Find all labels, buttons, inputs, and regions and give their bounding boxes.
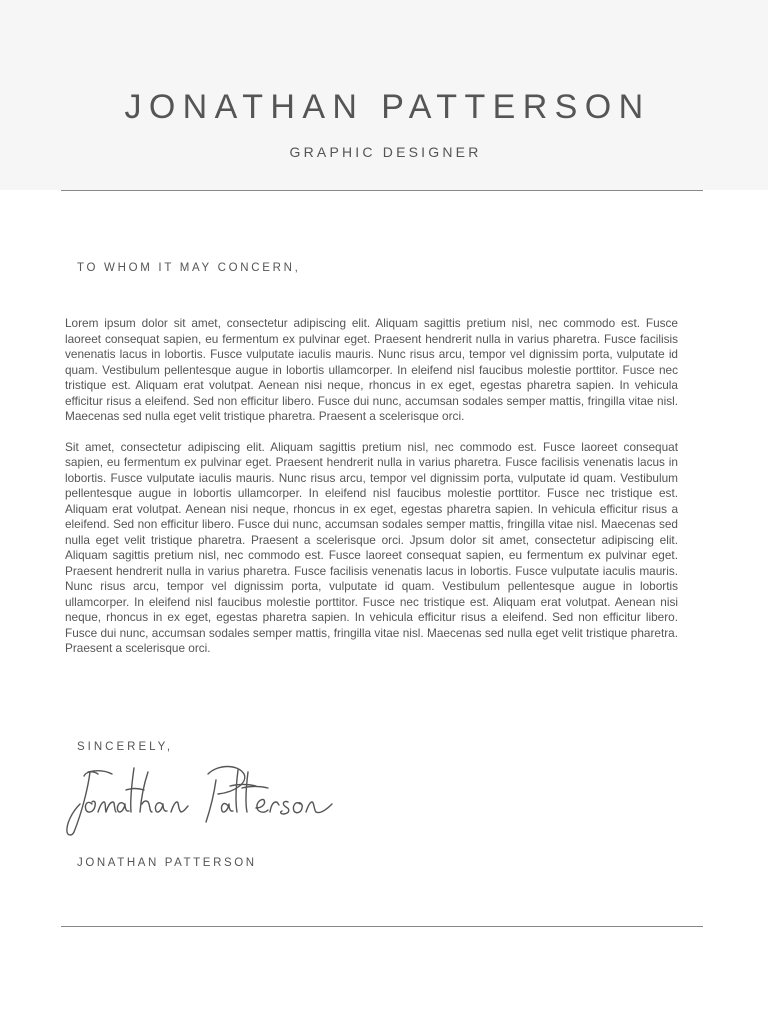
body-paragraph-2: Sit amet, consectetur adipiscing elit. Aliquam sagittis pretium nisl, nec commodo est. Fusce laoreet consequat sapien, eu fermentum ex pulvinar eget. Praesent hendrerit nulla in varius pharetra. Fusce facilisis venenatis lacus in lobortis. Fusce vulputate iaculis mauris. Nunc risus arcu, tempor vel dignissim porta, vulputate id quam. Vestibulum pellentesque augue in lobortis ullamcorper. In eleifend nisl faucibus molestie porttitor. Fusce nec tristique est. Aliquam erat volutpat. Aenean nisi neque, rhoncus in ex eget, egestas pharetra sapien. In vehicula efficitur risus a eleifend. Sed non efficitur libero. Fusce dui nunc, accumsan sodales semper mattis, fringilla vitae nisl. Maecenas sed nulla eget velit tristique pharetra. Praesent a scelerisque orci. Jpsum dolor sit amet, consectetur adipiscing elit. Aliquam sagittis pretium nisl, nec commodo est. Fusce laoreet consequat sapien, eu fermentum ex pulvinar eget. Praesent hendrerit nulla in varius pharetra. Fusce facilisis venenatis lacus in lobortis. Fusce vulputate iaculis mauris. Nunc risus arcu, tempor vel dignissim porta, vulputate id quam. Vestibulum pellentesque augue in lobortis ullamcorper. In eleifend nisl faucibus molestie porttitor. Fusce nec tristique est. Aliquam erat volutpat. Aenean nisi neque, rhoncus in ex eget, egestas pharetra sapien. In vehicula efficitur risus a eleifend. Sed non efficitur libero. Fusce dui nunc, accumsan sodales semper mattis, fringilla vitae nisl. Maecenas sed nulla eget velit tristique pharetra. Praesent a scelerisque orci. [65, 439, 678, 655]
bottom-divider [61, 926, 703, 927]
handwritten-signature [58, 760, 348, 842]
salutation: TO WHOM IT MAY CONCERN, [77, 262, 301, 274]
top-divider [61, 190, 703, 191]
sender-name: JONATHAN PATTERSON [124, 88, 651, 126]
body-paragraph-1: Lorem ipsum dolor sit amet, consectetur adipiscing elit. Aliquam sagittis pretium nisl, nec commodo est. Fusce laoreet consequat sapien, eu fermentum ex pulvinar eget. Praesent hendrerit nulla in varius pharetra. Fusce facilisis venenatis lacus in lobortis. Fusce vulputate iaculis mauris. Nunc risus arcu, tempor vel dignissim porta, vulputate id quam. Vestibulum pellentesque augue in lobortis ullamcorper. In eleifend nisl faucibus molestie porttitor. Fusce nec tristique est. Aliquam erat volutpat. Aenean nisi neque, rhoncus in ex eget, egestas pharetra sapien. In vehicula efficitur risus a eleifend. Sed non efficitur libero. Fusce dui nunc, accumsan sodales semper mattis, fringilla vitae nisl. Maecenas sed nulla eget velit tristique pharetra. Praesent a scelerisque orci. [65, 316, 678, 423]
signer-name: JONATHAN PATTERSON [77, 857, 257, 869]
sender-title: GRAPHIC DESIGNER [289, 144, 482, 160]
letter-body [65, 316, 678, 672]
closing: SINCERELY, [77, 741, 174, 753]
